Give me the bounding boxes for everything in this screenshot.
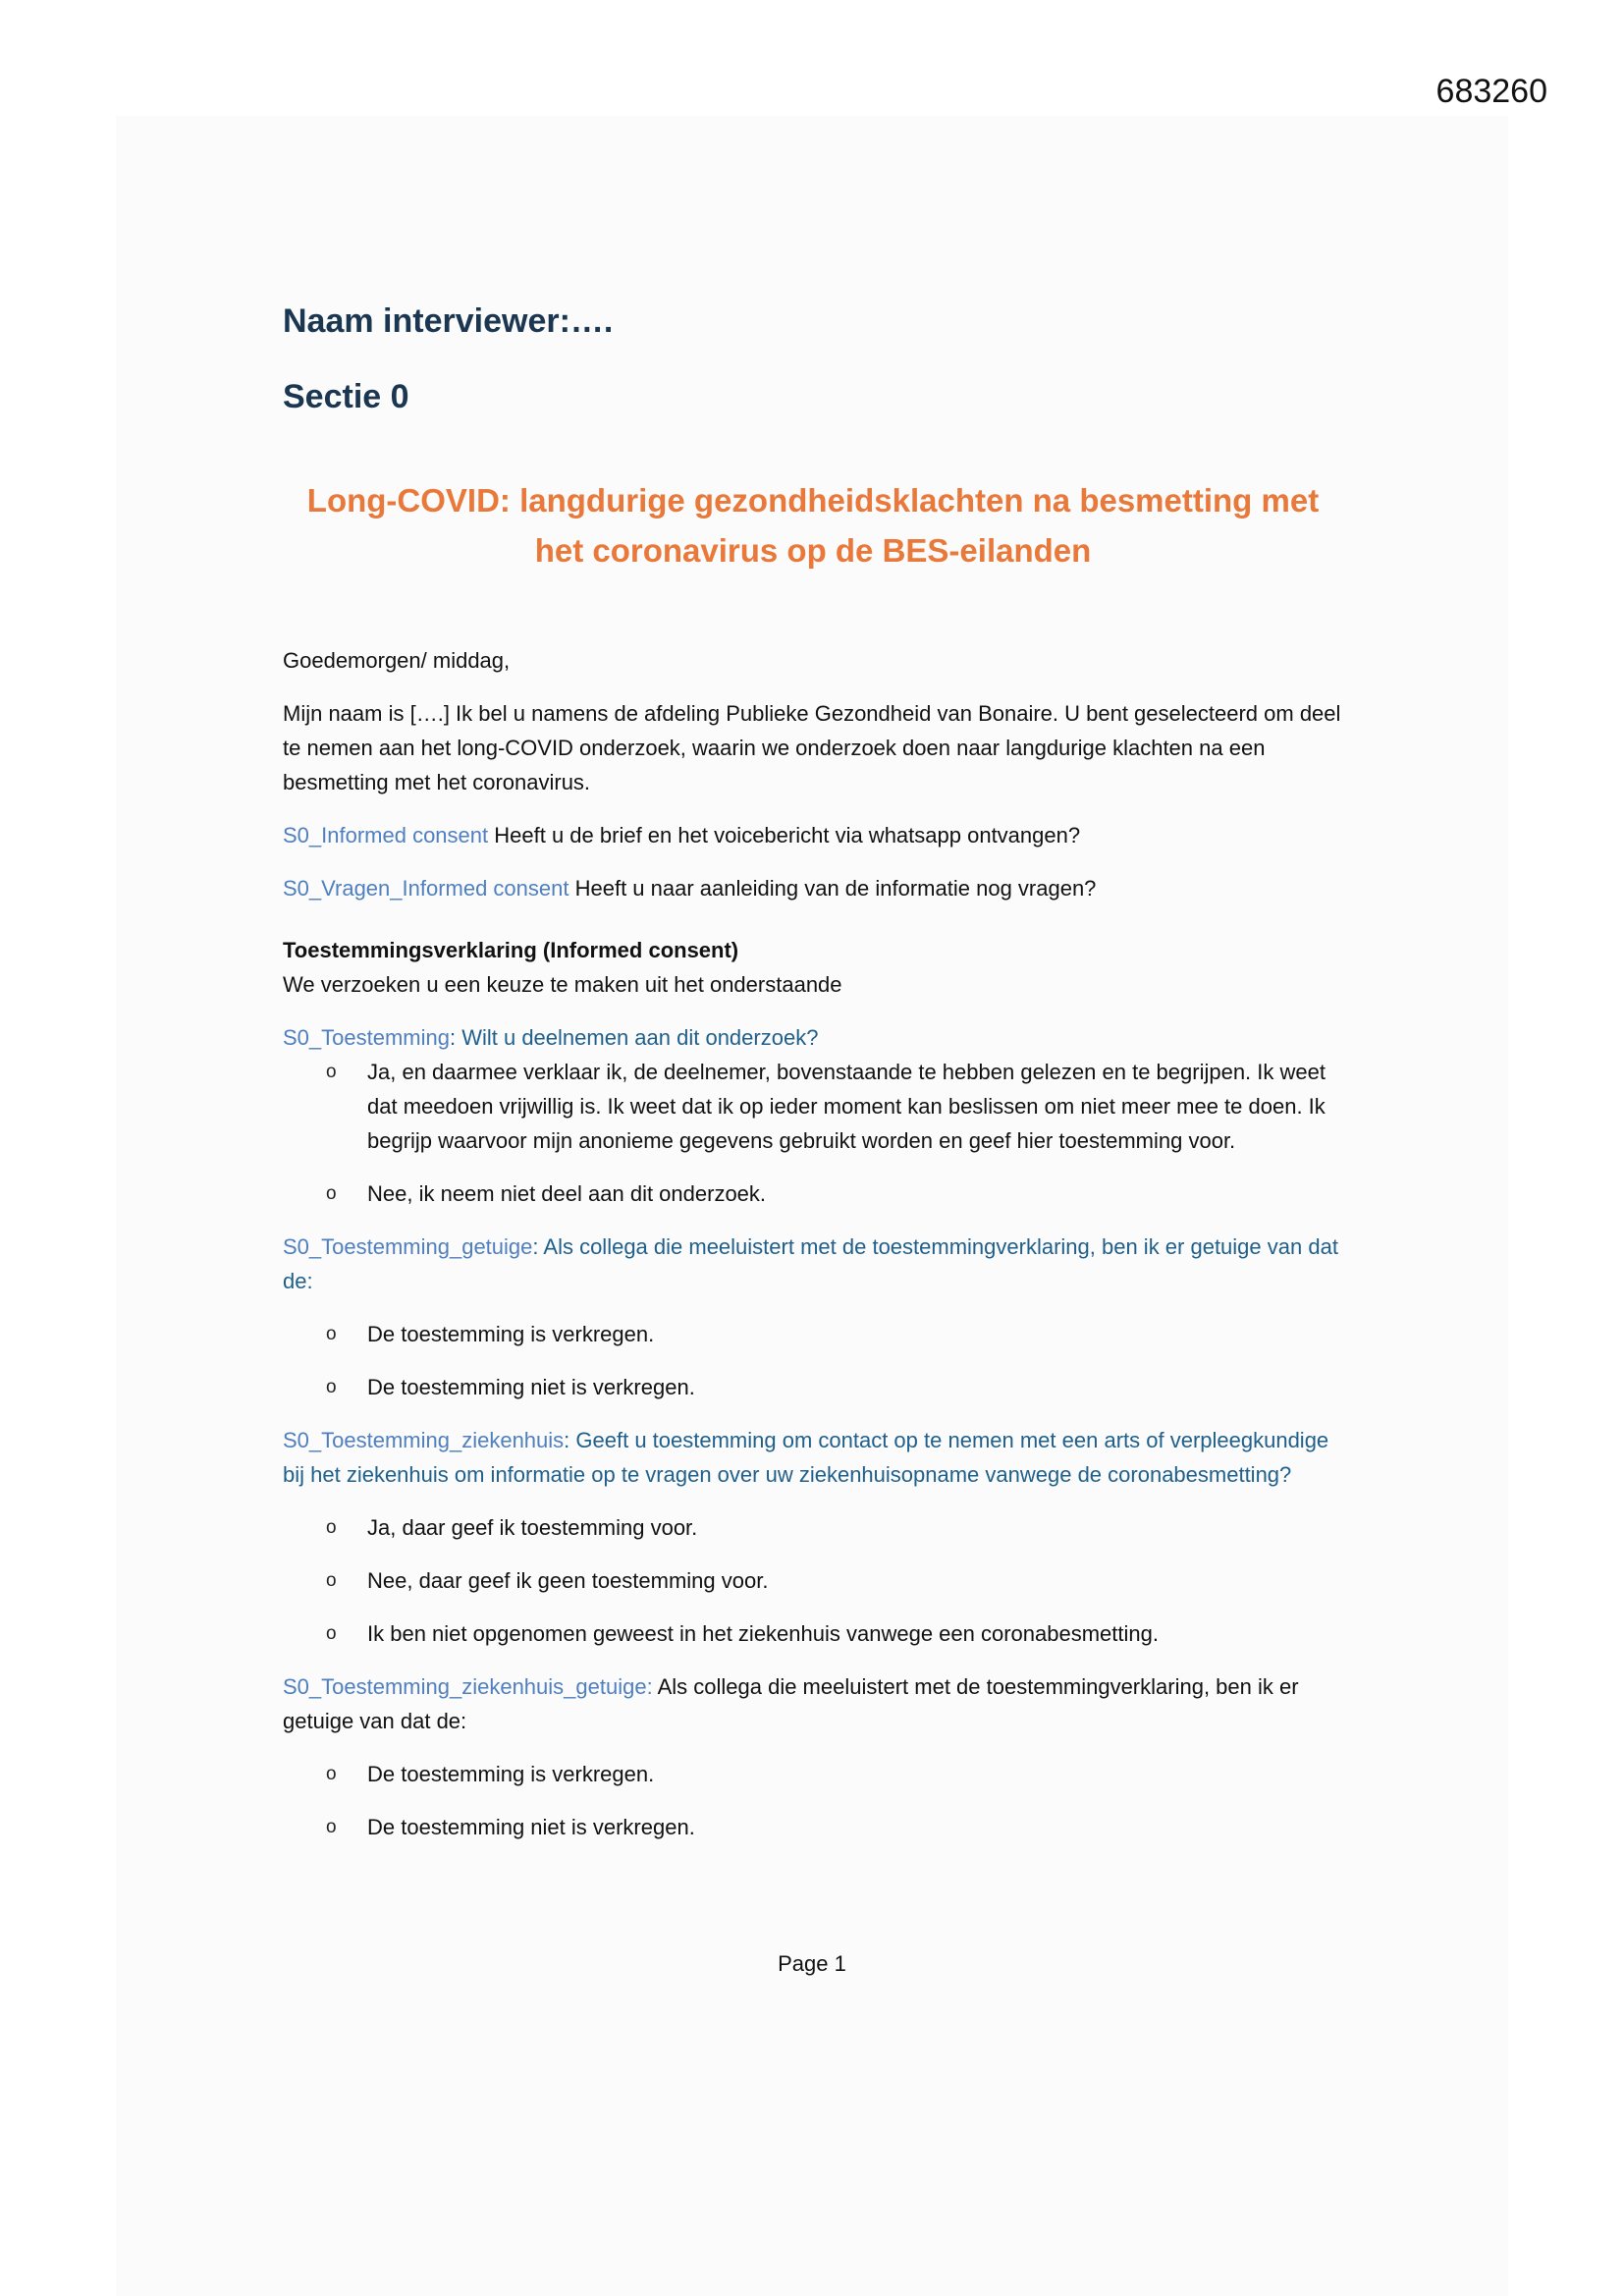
- radio-option[interactable]: [283, 1055, 1343, 1158]
- options-toestemming-ziekenhuis-getuige: [283, 1757, 1343, 1844]
- variable-name: S0_Toestemming_ziekenhuis: [283, 1428, 565, 1452]
- option-label: Ik ben niet opgenomen geweest in het ziekenhuis vanwege een coronabesmetting.: [367, 1621, 1159, 1646]
- question-vragen-informed-consent: [283, 871, 1343, 905]
- question-informed-consent: [283, 818, 1343, 852]
- radio-option[interactable]: [283, 1370, 1343, 1404]
- radio-option[interactable]: [283, 1510, 1343, 1545]
- title-line-2: het coronavirus op de BES-eilanden: [534, 532, 1092, 569]
- radio-circle-icon: o: [326, 1570, 337, 1591]
- radio-circle-icon: o: [326, 1183, 337, 1204]
- variable-name: S0_Toestemming: [283, 1025, 450, 1050]
- interviewer-heading: Naam interviewer:….: [283, 302, 614, 340]
- document-title: [283, 475, 1343, 575]
- question-text: Als collega die meeluistert met de toestemmingverklaring, ben ik er getuige van dat de:: [283, 1674, 1299, 1733]
- question-text: : Wilt u deelnemen aan dit onderzoek?: [449, 1025, 819, 1050]
- radio-circle-icon: o: [326, 1517, 337, 1538]
- option-label: De toestemming niet is verkregen.: [367, 1815, 695, 1839]
- question-text: : Als collega die meeluistert met de toestemmingverklaring, ben ik er getuige van dat de:: [283, 1234, 1338, 1293]
- option-label: De toestemming is verkregen.: [367, 1762, 655, 1786]
- option-label: De toestemming niet is verkregen.: [367, 1375, 695, 1399]
- option-label: Nee, ik neem niet deel aan dit onderzoek.: [367, 1181, 767, 1206]
- radio-option[interactable]: [283, 1563, 1343, 1598]
- page-number: Page 1: [778, 1951, 846, 1976]
- title-line-1: Long-COVID: langdurige gezondheidsklachten na besmetting met: [306, 482, 1320, 519]
- document-body: [283, 304, 1343, 1844]
- option-label: Ja, daar geef ik toestemming voor.: [367, 1515, 698, 1540]
- radio-circle-icon: o: [326, 1324, 337, 1344]
- question-toestemming-getuige: [283, 1230, 1343, 1298]
- variable-name: S0_Toestemming_ziekenhuis_getuige:: [283, 1674, 653, 1699]
- radio-option[interactable]: [283, 1176, 1343, 1211]
- variable-name: S0_Toestemming_getuige: [283, 1234, 533, 1259]
- question-text: Heeft u de brief en het voicebericht via whatsapp ontvangen?: [488, 823, 1081, 847]
- radio-circle-icon: o: [326, 1377, 337, 1397]
- consent-heading: Toestemmingsverklaring (Informed consent): [283, 938, 739, 962]
- radio-circle-icon: o: [326, 1764, 337, 1784]
- radio-option[interactable]: [283, 1757, 1343, 1791]
- question-text: : Geeft u toestemming om contact op te nemen met een arts of verpleegkundige bij het ziekenhuis om informatie op te vragen over uw ziekenhuisopname vanwege de coronabesmetting?: [283, 1428, 1329, 1487]
- radio-circle-icon: o: [326, 1817, 337, 1837]
- radio-circle-icon: o: [326, 1062, 337, 1082]
- variable-name: S0_Vragen_Informed consent: [283, 876, 569, 901]
- section-heading: Sectie 0: [283, 378, 409, 415]
- question-toestemming: [283, 1020, 1343, 1055]
- document-id: 683260: [1435, 73, 1547, 110]
- option-label: Nee, daar geef ik geen toestemming voor.: [367, 1568, 769, 1593]
- radio-circle-icon: o: [326, 1623, 337, 1644]
- question-toestemming-ziekenhuis-getuige: [283, 1669, 1343, 1738]
- question-toestemming-ziekenhuis: [283, 1423, 1343, 1492]
- options-toestemming: [283, 1055, 1343, 1211]
- option-label: Ja, en daarmee verklaar ik, de deelnemer, bovenstaande te hebben gelezen en te begrijpen. Ik weet dat meedoen vrijwillig is. Ik weet dat ik op ieder moment kan beslissen om niet meer mee te doen. Ik begrijp waarvoor mijn anonieme gegevens gebruikt worden en geef hier toestemming voor.: [367, 1060, 1326, 1153]
- consent-subheading: We verzoeken u een keuze te maken uit het onderstaande: [283, 972, 842, 997]
- options-toestemming-ziekenhuis: [283, 1510, 1343, 1651]
- radio-option[interactable]: [283, 1317, 1343, 1351]
- intro-paragraph: Mijn naam is [….] Ik bel u namens de afdeling Publieke Gezondheid van Bonaire. U bent geselecteerd om deel te nemen aan het long-COVID onderzoek, waarin we onderzoek doen naar langdurige klachten na een besmetting met het coronavirus.: [283, 701, 1341, 794]
- question-text: Heeft u naar aanleiding van de informatie nog vragen?: [568, 876, 1097, 901]
- greeting: Goedemorgen/ middag,: [283, 648, 511, 673]
- options-toestemming-getuige: [283, 1317, 1343, 1404]
- radio-option[interactable]: [283, 1616, 1343, 1651]
- radio-option[interactable]: [283, 1810, 1343, 1844]
- option-label: De toestemming is verkregen.: [367, 1322, 655, 1346]
- variable-name: S0_Informed consent: [283, 823, 489, 847]
